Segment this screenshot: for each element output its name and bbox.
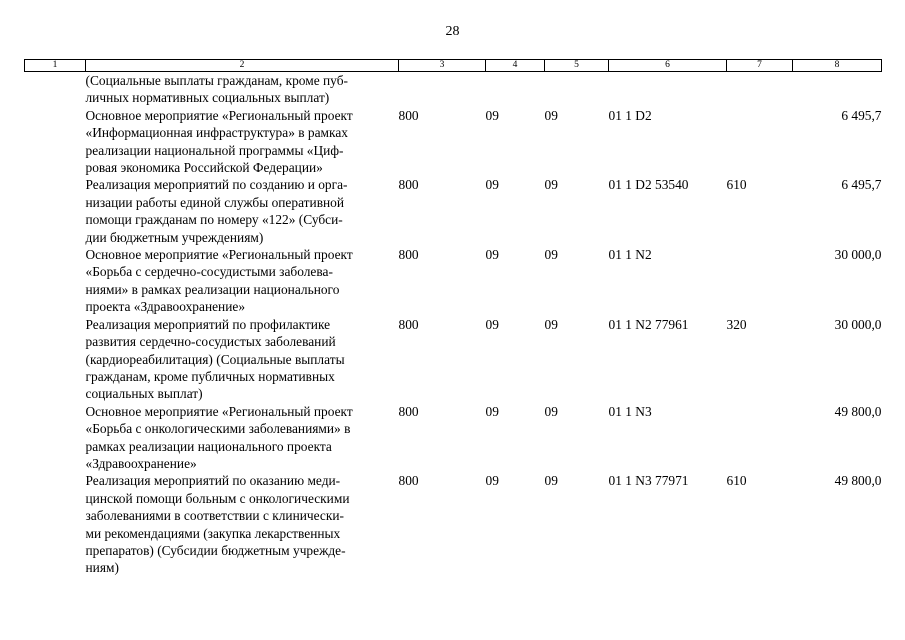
target-article-cell: 01 1 N2 [608, 247, 652, 263]
expense-type-cell [727, 72, 793, 107]
table-row [25, 403, 882, 473]
row-number-cell [25, 403, 86, 473]
expense-type-cell [727, 107, 793, 177]
amount-cell: 6 495,7 [841, 177, 882, 193]
table-row [25, 176, 882, 246]
row-name-line: помощи гражданам по номеру «122» (Субси- [85, 212, 343, 228]
amount-cell: 30 000,0 [834, 316, 882, 332]
row-name-line: (Социальные выплаты гражданам, кроме пуб- [85, 73, 348, 88]
row-name-line: «Здравоохранение» [85, 455, 197, 471]
section-cell [486, 72, 545, 107]
amount-cell: 30 000,0 [834, 247, 882, 263]
page-number: 28 [445, 24, 460, 39]
row-name-line: ми рекомендациями (закупка лекарственных [85, 525, 341, 541]
header-cell-2: 2 [86, 60, 399, 72]
row-name-line: «Борьба с онкологическими заболеваниями» в [85, 421, 351, 437]
row-name-cell [86, 403, 399, 473]
target-article-cell: 01 1 D2 53540 [608, 177, 689, 193]
header-cell-7: 7 [727, 60, 793, 72]
row-name-line: «Борьба с сердечно-сосудистыми заболева- [85, 264, 333, 280]
section-cell: 09 [485, 177, 499, 193]
subsection-cell [545, 72, 609, 107]
table-row [25, 472, 882, 576]
row-name-line: личных нормативных социальных выплат) [85, 90, 330, 106]
row-name-line: низации работы единой службы оперативной [85, 194, 345, 210]
row-name-line: (кардиореабилитация) (Социальные выплаты [85, 351, 345, 367]
row-number-cell [25, 72, 86, 107]
table-row [25, 246, 882, 316]
table-row [25, 72, 882, 107]
admin-code-cell: 800 [398, 473, 419, 489]
admin-code-cell: 800 [398, 316, 419, 332]
row-name-line: Реализация мероприятий по созданию и орга- [85, 177, 348, 193]
row-name-line: ниями» в рамках реализации национального [85, 281, 340, 297]
section-cell: 09 [485, 247, 499, 263]
row-name-line: цинской помощи больным с онкологическими [85, 490, 350, 506]
admin-code-cell [399, 72, 486, 107]
row-name-line: реализации национальной программы «Циф- [85, 142, 344, 158]
admin-code-cell: 800 [398, 107, 419, 123]
expense-type-cell: 320 [726, 316, 747, 332]
budget-table [24, 59, 882, 577]
row-number-cell [25, 107, 86, 177]
subsection-cell: 09 [544, 403, 558, 419]
subsection-cell: 09 [544, 316, 558, 332]
header-cell-1: 1 [25, 60, 86, 72]
target-article-cell: 01 1 N2 77961 [608, 316, 689, 332]
row-name-line: Основное мероприятие «Региональный проект [85, 107, 353, 123]
row-name-cell [86, 107, 399, 177]
row-name-line: гражданам, кроме публичных нормативных [85, 368, 335, 384]
row-name-line: заболеваниями в соответствии с клинически- [85, 508, 345, 524]
row-name-cell [86, 316, 399, 403]
row-name-cell [86, 472, 399, 576]
amount-cell [793, 72, 882, 107]
section-cell: 09 [485, 403, 499, 419]
row-name-line: Основное мероприятие «Региональный проект [85, 403, 353, 419]
header-cell-5: 5 [545, 60, 609, 72]
expense-type-cell [727, 403, 793, 473]
section-cell: 09 [485, 473, 499, 489]
row-name-line: Реализация мероприятий по оказанию меди- [85, 473, 341, 489]
admin-code-cell: 800 [398, 247, 419, 263]
target-article-cell: 01 1 N3 [608, 403, 652, 419]
row-name-line: проекта «Здравоохранение» [85, 299, 246, 315]
admin-code-cell: 800 [398, 403, 419, 419]
row-name-line: социальных выплат) [85, 386, 203, 402]
row-name-cell [86, 72, 399, 107]
row-name-line: ровая экономика Российской Федерации» [85, 160, 323, 176]
target-article-cell: 01 1 N3 77971 [608, 473, 689, 489]
row-number-cell [25, 316, 86, 403]
row-name-line: ниям) [85, 560, 119, 576]
target-article-cell: 01 1 D2 [608, 107, 652, 123]
row-number-cell [25, 176, 86, 246]
row-name-line: препаратов) (Субсидии бюджетным учрежде- [85, 542, 346, 558]
subsection-cell: 09 [544, 107, 558, 123]
target-article-cell [609, 72, 727, 107]
expense-type-cell [727, 246, 793, 316]
row-name-cell [86, 176, 399, 246]
row-number-cell [25, 472, 86, 576]
section-cell: 09 [485, 316, 499, 332]
row-name-line: «Информационная инфраструктура» в рамках [85, 125, 348, 141]
amount-cell: 49 800,0 [834, 473, 882, 489]
expense-type-cell: 610 [726, 473, 747, 489]
row-name-line: развития сердечно-сосудистых заболеваний [85, 334, 336, 350]
header-cell-8: 8 [793, 60, 882, 72]
header-cell-4: 4 [486, 60, 545, 72]
subsection-cell: 09 [544, 473, 558, 489]
amount-cell: 49 800,0 [834, 403, 882, 419]
subsection-cell: 09 [544, 177, 558, 193]
header-cell-6: 6 [609, 60, 727, 72]
expense-type-cell: 610 [726, 177, 747, 193]
subsection-cell: 09 [544, 247, 558, 263]
row-name-line: Реализация мероприятий по профилактике [85, 316, 331, 332]
section-cell: 09 [485, 107, 499, 123]
row-name-cell [86, 246, 399, 316]
table-row [25, 107, 882, 177]
amount-cell: 6 495,7 [841, 107, 882, 123]
row-name-line: Основное мероприятие «Региональный проект [85, 247, 353, 263]
row-name-line: дии бюджетным учреждениям) [85, 229, 264, 245]
table-body [25, 72, 882, 577]
header-row [25, 60, 882, 72]
row-number-cell [25, 246, 86, 316]
table-row [25, 316, 882, 403]
row-name-line: рамках реализации национального проекта [85, 438, 332, 454]
header-cell-3: 3 [399, 60, 486, 72]
admin-code-cell: 800 [398, 177, 419, 193]
